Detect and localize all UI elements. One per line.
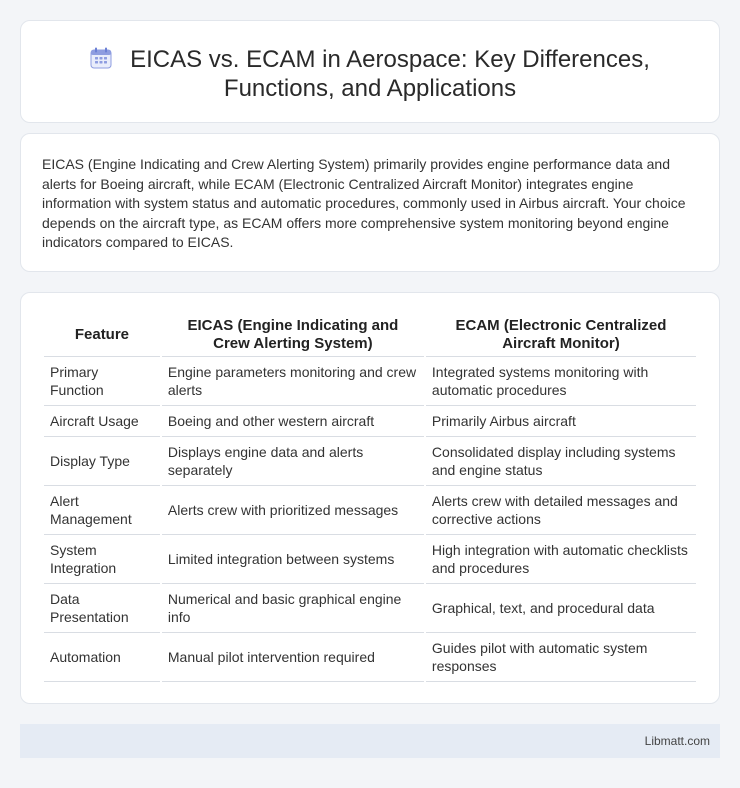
table-row: [44, 437, 696, 486]
header-eicas: EICAS (Engine Indicating and Crew Alerting System): [162, 313, 424, 357]
title-line-2: Functions, and Applications: [223, 75, 517, 102]
feature-cell: Data Presentation: [44, 584, 160, 633]
ecam-cell: Guides pilot with automatic system responses: [426, 633, 696, 682]
ecam-cell: Primarily Airbus aircraft: [426, 406, 696, 437]
feature-cell: Display Type: [44, 437, 160, 486]
table-row: [44, 406, 696, 437]
comparison-table: [42, 313, 698, 682]
eicas-cell: Alerts crew with prioritized messages: [162, 486, 424, 535]
table-row: [44, 584, 696, 633]
header-card: [20, 20, 720, 123]
eicas-cell: Manual pilot intervention required: [162, 633, 424, 682]
ecam-cell: Alerts crew with detailed messages and corrective actions: [426, 486, 696, 535]
title-line-1: EICAS vs. ECAM in Aerospace: Key Differences,: [130, 46, 650, 73]
ecam-cell: Graphical, text, and procedural data: [426, 584, 696, 633]
intro-paragraph: EICAS (Engine Indicating and Crew Alerting System) primarily provides engine performance data and alerts for Boeing aircraft, while ECAM (Electronic Centralized Aircraft Monitor) integrates engine information with system status and automatic procedures, commonly used in Airbus aircraft. Your choice depends on the aircraft type, as ECAM offers more comprehensive system monitoring beyond engine indicators compared to EICAS.: [42, 156, 686, 250]
calendar-icon: [90, 47, 112, 69]
ecam-cell: Consolidated display including systems and engine status: [426, 437, 696, 486]
intro-card: [20, 133, 720, 272]
header-feature: Feature: [44, 313, 160, 357]
ecam-cell: Integrated systems monitoring with automatic procedures: [426, 357, 696, 406]
footer-site-link[interactable]: Libmatt.com: [644, 734, 710, 748]
feature-cell: Automation: [44, 633, 160, 682]
eicas-cell: Displays engine data and alerts separately: [162, 437, 424, 486]
footer-bar: [20, 724, 720, 758]
eicas-cell: Limited integration between systems: [162, 535, 424, 584]
table-row: [44, 535, 696, 584]
feature-cell: Primary Function: [44, 357, 160, 406]
page-title: [21, 45, 719, 103]
ecam-cell: High integration with automatic checklists and procedures: [426, 535, 696, 584]
eicas-cell: Boeing and other western aircraft: [162, 406, 424, 437]
header-ecam: ECAM (Electronic Centralized Aircraft Monitor): [426, 313, 696, 357]
table-header-row: [44, 313, 696, 357]
feature-cell: Alert Management: [44, 486, 160, 535]
eicas-cell: Engine parameters monitoring and crew alerts: [162, 357, 424, 406]
table-row: [44, 633, 696, 682]
eicas-cell: Numerical and basic graphical engine info: [162, 584, 424, 633]
table-row: [44, 486, 696, 535]
feature-cell: System Integration: [44, 535, 160, 584]
table-row: [44, 357, 696, 406]
comparison-card: [20, 292, 720, 704]
feature-cell: Aircraft Usage: [44, 406, 160, 437]
